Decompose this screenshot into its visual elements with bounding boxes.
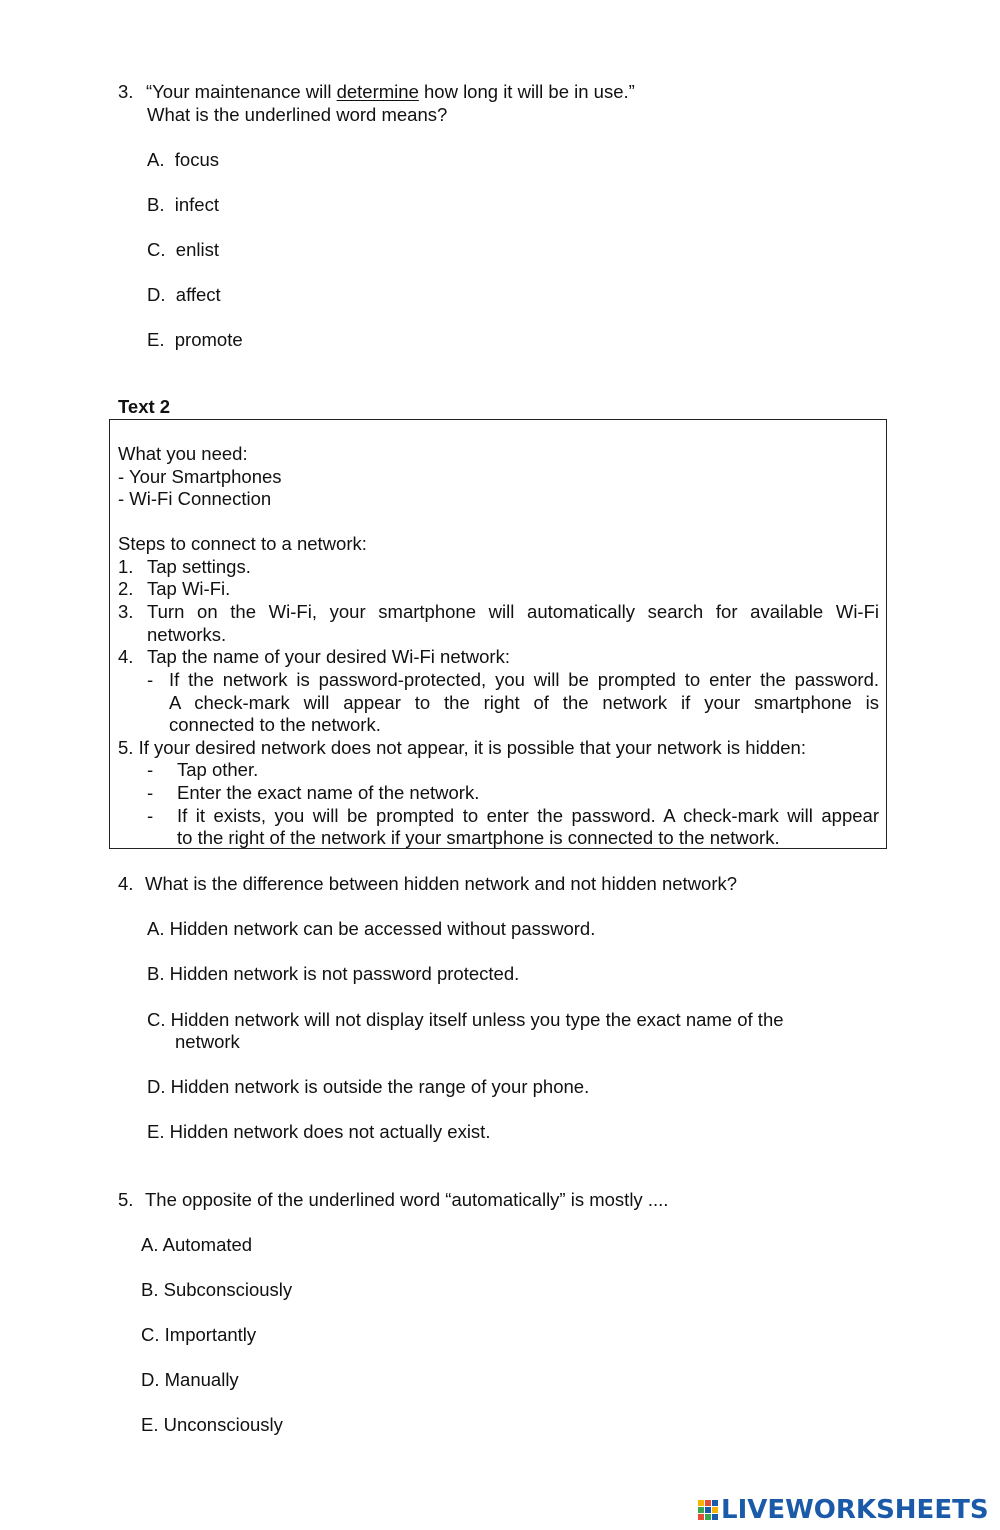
need-item: - Wi-Fi Connection <box>118 488 272 509</box>
logo-text: LIVEWORKSHEETS <box>721 1494 989 1525</box>
option-text: promote <box>174 329 243 350</box>
q5-option-b[interactable]: B. Subconsciously <box>141 1279 293 1300</box>
option-text: infect <box>174 194 219 215</box>
q4-option-b[interactable]: B. Hidden network is not password protected. <box>147 963 520 984</box>
dash-bullet: - <box>147 759 154 780</box>
q4-option-c[interactable]: C. Hidden network will not display itself unless you type the exact name of the <box>147 1009 784 1030</box>
option-letter: C. <box>147 239 166 260</box>
question-4-number: 4. <box>118 873 134 894</box>
q3-option-c[interactable] <box>147 239 219 262</box>
sub-step-text: If the network is password-protected, you will be prompted to enter the password. <box>169 669 879 690</box>
sub-step-text: to the right of the network if your smartphone is connected to the network. <box>177 827 780 848</box>
dash-bullet: - <box>147 782 154 803</box>
question-5-text: The opposite of the underlined word “automatically” is mostly .... <box>145 1189 669 1210</box>
q5-option-a[interactable]: A. Automated <box>141 1234 253 1255</box>
option-text: enlist <box>175 239 219 260</box>
dash-bullet: - <box>147 805 154 826</box>
underlined-word: determine <box>336 81 419 102</box>
question-3-number: 3. <box>118 81 134 102</box>
q3-option-e[interactable] <box>147 329 243 352</box>
question-3-quote-after: how long it will be in use.” <box>418 81 635 102</box>
q3-option-b[interactable] <box>147 194 219 217</box>
option-letter: E. <box>147 329 165 350</box>
q4-option-d[interactable]: D. Hidden network is outside the range of your phone. <box>147 1076 590 1097</box>
liveworksheets-logo[interactable] <box>698 1495 989 1525</box>
q4-option-a[interactable]: A. Hidden network can be accessed without password. <box>147 918 596 939</box>
liveworksheets-blocks-icon <box>698 1500 718 1520</box>
need-item: - Your Smartphones <box>118 466 282 487</box>
step-number: 3. <box>118 601 134 622</box>
q4-option-e[interactable]: E. Hidden network does not actually exist. <box>147 1121 491 1142</box>
q5-option-c[interactable]: C. Importantly <box>141 1324 257 1345</box>
option-letter: A. <box>147 149 165 170</box>
step-text-cont: networks. <box>147 624 227 645</box>
step-text: Tap Wi-Fi. <box>147 578 231 599</box>
q3-option-d[interactable] <box>147 284 221 307</box>
step-text: Tap settings. <box>147 556 251 577</box>
step-number: 4. <box>118 646 134 667</box>
sub-step-text: Enter the exact name of the network. <box>177 782 480 803</box>
step-number: 1. <box>118 556 134 577</box>
sub-step-text: Tap other. <box>177 759 259 780</box>
question-3-quote-before: “Your maintenance will <box>146 81 337 102</box>
q4-option-c-cont[interactable]: network <box>175 1031 240 1052</box>
q3-option-a[interactable] <box>147 149 219 172</box>
step-text: 5. If your desired network does not appear, it is possible that your network is hidden: <box>118 737 806 758</box>
text-2-heading: Text 2 <box>118 396 171 417</box>
option-text: focus <box>174 149 219 170</box>
step-text: Turn on the Wi-Fi, your smartphone will automatically search for available Wi-Fi <box>147 601 879 622</box>
option-text: affect <box>175 284 221 305</box>
option-letter: B. <box>147 194 165 215</box>
question-5-number: 5. <box>118 1189 134 1210</box>
question-4-text: What is the difference between hidden network and not hidden network? <box>145 873 738 894</box>
sub-step-text: A check-mark will appear to the right of the network if your smartphone is <box>169 692 879 713</box>
steps-heading: Steps to connect to a network: <box>118 533 367 554</box>
step-number: 2. <box>118 578 134 599</box>
need-heading: What you need: <box>118 443 248 464</box>
sub-step-text: If it exists, you will be prompted to enter the password. A check-mark will appear <box>177 805 879 826</box>
q5-option-e[interactable]: E. Unconsciously <box>141 1414 283 1435</box>
dash-bullet: - <box>147 669 154 690</box>
option-letter: D. <box>147 284 166 305</box>
step-text: Tap the name of your desired Wi-Fi network: <box>147 646 510 667</box>
sub-step-text: connected to the network. <box>169 714 381 735</box>
question-3-prompt: What is the underlined word means? <box>147 104 448 125</box>
q5-option-d[interactable]: D. Manually <box>141 1369 239 1390</box>
question-3-text <box>146 81 635 104</box>
